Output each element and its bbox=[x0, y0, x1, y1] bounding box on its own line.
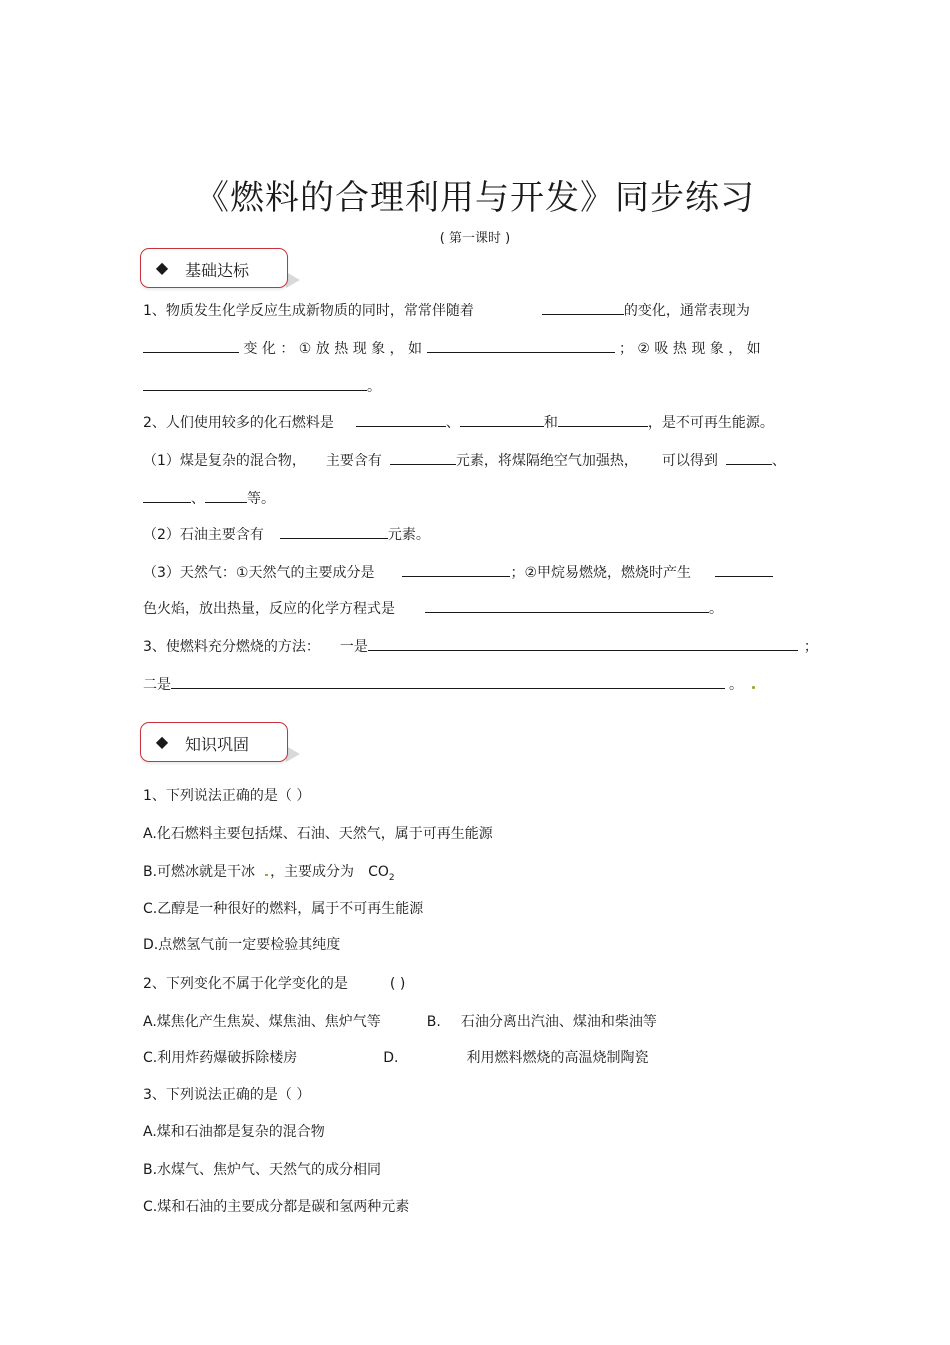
part2-q2-options-cd bbox=[143, 1048, 648, 1068]
blank bbox=[280, 524, 388, 539]
part1-q1-line2 bbox=[143, 338, 761, 359]
text: 2、人们使用较多的化石燃料是 bbox=[143, 415, 334, 431]
text: 、 bbox=[771, 453, 786, 469]
blank bbox=[143, 338, 239, 353]
part2-q3-option-b: B.水煤气、焦炉气、天然气的成分相同 bbox=[143, 1162, 382, 1178]
text: ；②甲烷易燃烧，燃烧时产生 bbox=[510, 565, 692, 581]
blank bbox=[143, 376, 367, 391]
blank bbox=[542, 300, 624, 315]
text: 。 bbox=[367, 379, 381, 395]
text: ，是不可再生能源。 bbox=[647, 415, 774, 431]
part1-q1-line1 bbox=[143, 300, 750, 321]
text: 的变化，通常表现为 bbox=[623, 303, 750, 319]
text: （2）石油主要含有 bbox=[143, 527, 264, 543]
text: B. bbox=[426, 1014, 441, 1030]
text: 3、使燃料充分燃烧的方法： bbox=[143, 639, 320, 655]
blank bbox=[460, 412, 544, 427]
section-tab-tail bbox=[286, 746, 300, 762]
part2-q2-options-ab bbox=[143, 1012, 657, 1032]
text: 。 bbox=[709, 601, 723, 617]
text: 主要含有 bbox=[325, 453, 382, 469]
blank bbox=[171, 674, 725, 689]
text: 、 bbox=[191, 491, 205, 507]
blank bbox=[402, 562, 510, 577]
blank bbox=[726, 450, 772, 465]
text: 二是 bbox=[143, 677, 171, 693]
part1-q1-line3 bbox=[143, 376, 381, 397]
section-box bbox=[140, 722, 288, 762]
blank bbox=[558, 412, 648, 427]
text: B.可燃冰就是干冰 bbox=[143, 864, 256, 880]
text: 和 bbox=[543, 415, 558, 431]
part1-q2-2-line bbox=[143, 524, 430, 545]
blank bbox=[143, 488, 191, 503]
part1-q2-1-line1 bbox=[143, 450, 786, 471]
blank bbox=[205, 488, 247, 503]
blank bbox=[425, 598, 709, 613]
text: A.煤焦化产生焦炭、煤焦油、焦炉气等 bbox=[143, 1014, 381, 1030]
diamond-icon: ◆ bbox=[155, 732, 169, 751]
part1-q2-line bbox=[143, 412, 774, 433]
text: 。 bbox=[729, 677, 743, 693]
text: 2、下列变化不属于化学变化的是 bbox=[143, 976, 348, 992]
text: 一是 bbox=[339, 639, 368, 655]
subscript: 2 bbox=[388, 872, 395, 883]
section-label: 知识巩固 bbox=[185, 735, 250, 754]
part2-q3: 3、下列说法正确的是（ ） bbox=[143, 1087, 311, 1103]
part2-q1: 1、下列说法正确的是（ ） bbox=[143, 788, 311, 804]
text: （3）天然气：①天然气的主要成分是 bbox=[143, 565, 375, 581]
text: （1）煤是复杂的混合物， bbox=[143, 453, 306, 469]
section-label: 基础达标 bbox=[185, 261, 250, 280]
part1-q3-line2 bbox=[143, 674, 743, 695]
text: CO bbox=[368, 864, 389, 880]
text: 等。 bbox=[247, 491, 275, 507]
page-subtitle: ( 第一课时 ) bbox=[439, 231, 511, 246]
text: 1、物质发生化学反应生成新物质的同时，常常伴随着 bbox=[143, 303, 474, 319]
part2-q2 bbox=[143, 974, 405, 994]
section-box bbox=[140, 248, 288, 288]
text: D. bbox=[383, 1050, 399, 1066]
text: 色火焰，放出热量，反应的化学方程式是 bbox=[143, 601, 395, 617]
part2-q3-option-c: C.煤和石油的主要成分都是碳和氢两种元素 bbox=[143, 1199, 410, 1215]
text: ，主要成分为 bbox=[270, 864, 355, 880]
blank bbox=[427, 338, 615, 353]
part1-q2-3-line2 bbox=[143, 598, 723, 619]
text: 变 化 ： ① 放 热 现 象 ， 如 bbox=[243, 341, 423, 357]
text: 元素。 bbox=[387, 527, 430, 543]
text: ( ) bbox=[389, 976, 406, 992]
text: 利用燃料燃烧的高温烧制陶瓷 bbox=[466, 1050, 649, 1066]
part2-q1-option-d: D.点燃氢气前一定要检验其纯度 bbox=[143, 937, 341, 953]
part2-q1-option-b bbox=[143, 862, 395, 888]
blank bbox=[715, 562, 773, 577]
diamond-icon: ◆ bbox=[155, 258, 169, 277]
part1-q2-1-line2 bbox=[143, 488, 275, 509]
text: 、 bbox=[445, 415, 460, 431]
text: ； bbox=[803, 639, 818, 655]
blank bbox=[390, 450, 456, 465]
text: 石油分离出汽油、煤油和柴油等 bbox=[460, 1014, 657, 1030]
text: 可以得到 bbox=[661, 453, 718, 469]
section-tab-tail bbox=[286, 272, 300, 288]
blank bbox=[368, 636, 798, 651]
green-dot-mark bbox=[265, 874, 268, 876]
part2-q3-option-a: A.煤和石油都是复杂的混合物 bbox=[143, 1124, 325, 1140]
page-title: 《燃料的合理利用与开发》同步练习 bbox=[195, 178, 755, 218]
part2-q1-option-a: A.化石燃料主要包括煤、石油、天然气，属于可再生能源 bbox=[143, 826, 493, 842]
green-dot-mark bbox=[752, 686, 755, 689]
part1-q3-line1 bbox=[143, 636, 818, 657]
text: 元素，将煤隔绝空气加强热， bbox=[455, 453, 638, 469]
text: C.利用炸药爆破拆除楼房 bbox=[143, 1050, 298, 1066]
blank bbox=[356, 412, 446, 427]
text: ； ② 吸 热 现 象 ， 如 bbox=[618, 341, 761, 357]
part1-q2-3-line1 bbox=[143, 562, 773, 583]
part2-q1-option-c: C.乙醇是一种很好的燃料，属于不可再生能源 bbox=[143, 901, 424, 917]
